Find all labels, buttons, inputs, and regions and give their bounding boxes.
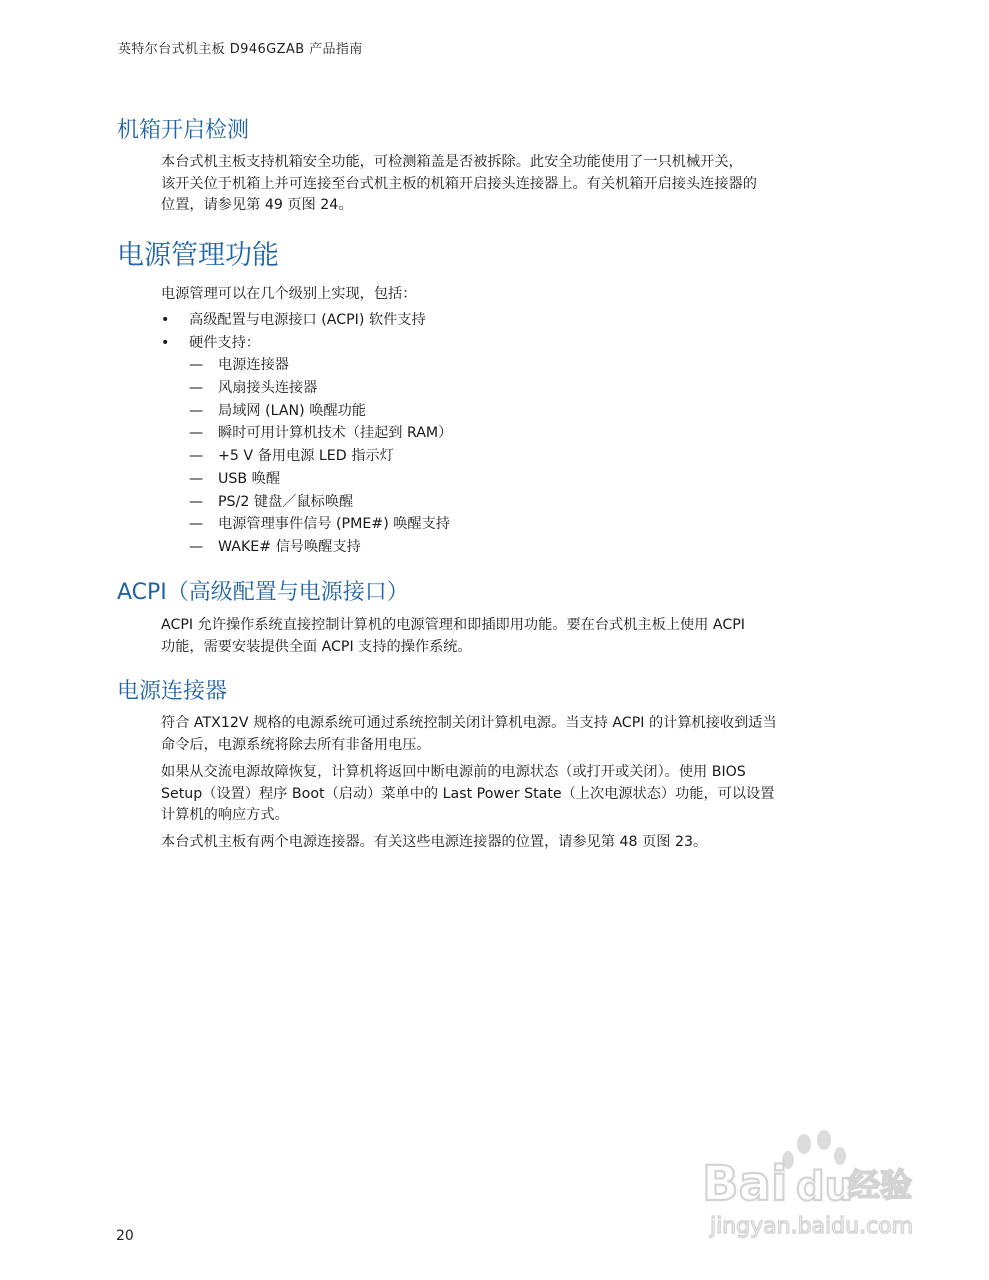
watermark-brand-2: du [796, 1164, 854, 1210]
list-item-text: 高级配置与电源接口 (ACPI) 软件支持 [189, 312, 426, 328]
dash-icon: — [189, 516, 204, 533]
text-line: 本台式机主板支持机箱安全功能，可检测箱盖是否被拆除。此安全功能使用了一只机械开关， [161, 154, 743, 170]
dash-icon: — [189, 380, 204, 397]
paragraph-chassis [161, 152, 876, 217]
power-management-list [161, 309, 761, 559]
dash-icon: — [189, 538, 204, 555]
sub-list-item-text: +5 V 备用电源 LED 指示灯 [218, 448, 394, 465]
bullet-icon: • [161, 334, 170, 351]
list-item [161, 309, 761, 332]
sub-list-item [161, 377, 761, 400]
sub-list-item [161, 445, 761, 468]
heading-power-connector: 电源连接器 [117, 679, 228, 704]
sub-list-item-text: USB 唤醒 [218, 470, 281, 487]
text-line: 该开关位于机箱上并可连接至台式机主板的机箱开启接头连接器上。有关机箱开启接头连接器的 [161, 175, 757, 192]
text-line: 电源管理可以在几个级别上实现，包括： [161, 286, 417, 302]
text-line: 计算机的响应方式。 [161, 807, 289, 823]
paragraph-power-connector-2 [161, 762, 876, 827]
sub-list-item [161, 422, 761, 445]
paw-logo-icon [700, 1130, 940, 1245]
dash-icon: — [189, 357, 204, 374]
sub-list-item-text: 风扇接头连接器 [218, 380, 318, 397]
heading-chassis-intrusion: 机箱开启检测 [117, 118, 250, 143]
sub-list-item [161, 536, 761, 559]
watermark-url: jingyan.baidu.com [710, 1214, 914, 1239]
watermark-brand: Bai [702, 1156, 788, 1212]
sub-list-item [161, 400, 761, 423]
dash-icon: — [189, 448, 204, 465]
sub-list-item-text: 局域网 (LAN) 唤醒功能 [218, 402, 366, 419]
dash-icon: — [189, 493, 204, 510]
paragraph-acpi [161, 615, 876, 658]
text-line: ACPI 允许操作系统直接控制计算机的电源管理和即插即用功能。要在台式机主板上使用 ACPI [161, 617, 745, 633]
text-line: 功能，需要安装提供全面 ACPI 支持的操作系统。 [161, 638, 472, 655]
paragraph-power-connector-1 [161, 713, 876, 756]
sub-list-item [161, 354, 761, 377]
bullet-icon: • [161, 312, 170, 328]
paragraph-power-connector-3 [161, 832, 876, 854]
sub-list-item-text: 瞬时可用计算机技术（挂起到 RAM） [218, 425, 453, 442]
sub-list-item-text: PS/2 键盘／鼠标唤醒 [218, 493, 354, 510]
baidu-jingyan-watermark [700, 1130, 940, 1245]
text-line: Setup（设置）程序 Boot（启动）菜单中的 Last Power State（上次电源状态）功能，可以设置 [161, 785, 775, 802]
heading-power-management: 电源管理功能 [117, 240, 279, 271]
sub-list-item-text: 电源连接器 [218, 357, 289, 374]
sub-list-item-text: 电源管理事件信号 (PME#) 唤醒支持 [218, 516, 450, 533]
paragraph-power-management-intro [161, 284, 876, 306]
page-number: 20 [116, 1228, 134, 1244]
text-line: 命令后，电源系统将除去所有非备用电压。 [161, 736, 431, 753]
text-line: 本台式机主板有两个电源连接器。有关这些电源连接器的位置，请参见第 48 页图 23。 [161, 834, 708, 850]
list-item-text: 硬件支持： [189, 334, 260, 351]
text-line: 位置，请参见第 49 页图 24。 [161, 197, 353, 213]
heading-acpi: ACPI（高级配置与电源接口） [117, 580, 409, 605]
watermark-cn: 经验 [848, 1166, 913, 1204]
text-line: 如果从交流电源故障恢复，计算机将返回中断电源前的电源状态（或打开或关闭）。使用 BIOS [161, 764, 746, 780]
sub-list-item [161, 513, 761, 536]
sub-list-item [161, 491, 761, 514]
list-item [161, 332, 761, 355]
text-line: 符合 ATX12V 规格的电源系统可通过系统控制关闭计算机电源。当支持 ACPI 的计算机接收到适当 [161, 715, 777, 731]
dash-icon: — [189, 470, 204, 487]
dash-icon: — [189, 402, 204, 419]
dash-icon: — [189, 425, 204, 442]
document-header: 英特尔台式机主板 D946GZAB 产品指南 [118, 42, 363, 57]
sub-list-item-text: WAKE# 信号唤醒支持 [218, 538, 361, 555]
sub-list-item [161, 468, 761, 491]
